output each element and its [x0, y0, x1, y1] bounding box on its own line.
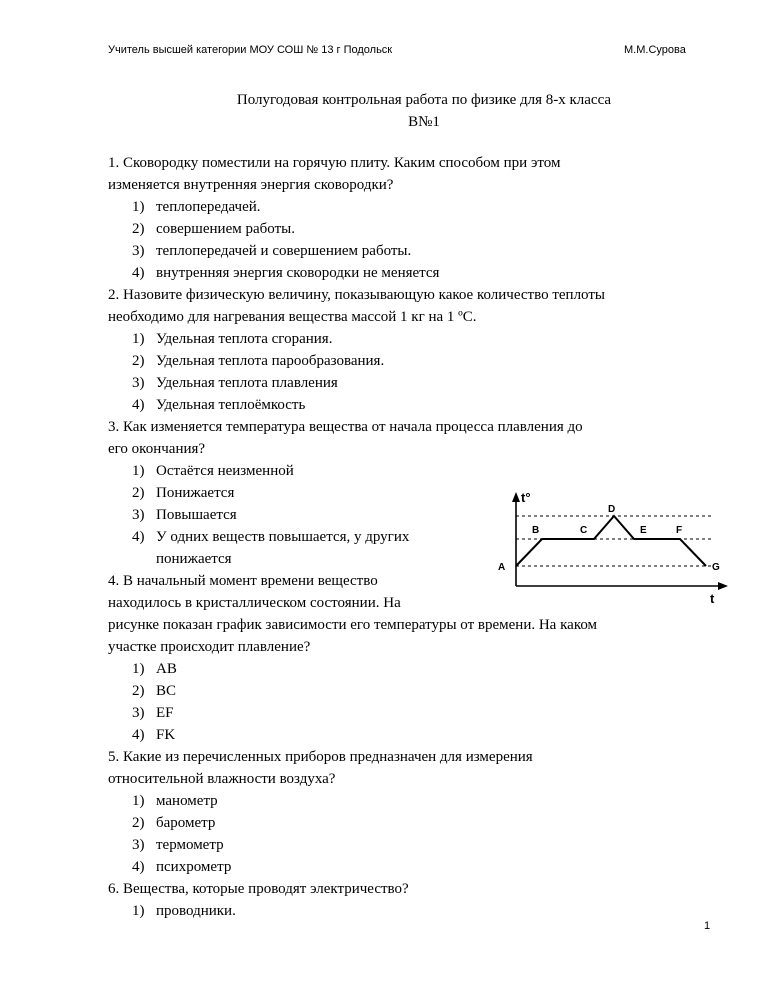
answer-option [108, 262, 708, 284]
question-text: 1. Сковородку поместили на горячую плиту. Каким способом при этом [108, 155, 561, 171]
option-text: теплопередачей. [156, 199, 261, 215]
question-text: 4. В начальный момент времени вещество [108, 573, 378, 589]
question-2 [108, 284, 708, 416]
option-number: 4) [132, 265, 145, 281]
header-left: Учитель высшей категории МОУ СОШ № 13 г Подольск [108, 44, 393, 56]
answer-option [108, 702, 708, 724]
option-number: 2) [132, 221, 145, 237]
option-number: 1) [132, 199, 145, 215]
question-6 [108, 878, 708, 922]
option-number: 3) [132, 507, 145, 523]
option-text: EF [156, 705, 174, 721]
answer-option [108, 834, 708, 856]
question-text: 5. Какие из перечисленных приборов предназначен для измерения [108, 749, 533, 765]
point-label-b: B [532, 525, 540, 536]
y-axis-label: t° [521, 490, 531, 505]
answer-option [108, 724, 708, 746]
question-text: 6. Вещества, которые проводят электричество? [108, 881, 409, 897]
point-label-a: A [498, 562, 506, 573]
option-text: психрометр [156, 859, 232, 875]
answer-option [108, 680, 708, 702]
question-text: его окончания? [108, 441, 206, 457]
question-text: находилось в кристаллическом состоянии. На [108, 595, 401, 611]
option-number: 2) [132, 683, 145, 699]
header-right: М.М.Сурова [624, 44, 686, 56]
option-text: Понижается [156, 485, 235, 501]
question-text: необходимо для нагревания вещества массой 1 кг на 1 ºС. [108, 309, 477, 325]
option-text: теплопередачей и совершением работы. [156, 243, 412, 259]
answer-option [108, 856, 708, 878]
answer-option [108, 328, 708, 350]
option-number: 1) [132, 463, 145, 479]
page-number: 1 [704, 920, 711, 932]
question-text: участке происходит плавление? [108, 639, 311, 655]
question-text: 3. Как изменяется температура вещества от начала процесса плавления до [108, 419, 583, 435]
question-text: рисунке показан график зависимости его температуры от времени. На каком [108, 617, 598, 633]
variant-label: В№1 [408, 114, 440, 130]
question-1 [108, 152, 708, 284]
y-axis-arrow [512, 492, 520, 502]
x-axis-label: t [710, 591, 715, 606]
page-title: Полугодовая контрольная работа по физике для 8-х класса [236, 92, 612, 108]
answer-option [108, 372, 708, 394]
option-number: 3) [132, 375, 145, 391]
option-text: термометр [156, 837, 224, 853]
answer-option [108, 196, 708, 218]
answer-option [108, 658, 708, 680]
x-axis-arrow [718, 582, 728, 590]
option-number: 3) [132, 837, 145, 853]
question-5 [108, 746, 708, 878]
option-text: Остаётся неизменной [156, 463, 294, 479]
option-text: Удельная теплота плавления [156, 375, 338, 391]
answer-option [108, 394, 708, 416]
option-text-continuation: понижается [156, 551, 232, 567]
option-number: 2) [132, 485, 145, 501]
option-number: 3) [132, 705, 145, 721]
answer-option [108, 240, 708, 262]
option-number: 4) [132, 859, 145, 875]
point-label-c: C [580, 525, 588, 536]
question-text: изменяется внутренняя энергия сковородки? [108, 177, 394, 193]
option-text: проводники. [156, 903, 236, 919]
option-text: внутренняя энергия сковородки не меняется [156, 265, 440, 281]
option-text: Удельная теплота сгорания. [156, 331, 333, 347]
option-number: 4) [132, 727, 145, 743]
point-label-g: G [712, 562, 720, 573]
option-text: барометр [156, 815, 216, 831]
option-number: 1) [132, 661, 145, 677]
answer-option [108, 812, 708, 834]
option-number: 1) [132, 331, 145, 347]
answer-option [108, 900, 708, 922]
option-number: 2) [132, 353, 145, 369]
option-number: 4) [132, 529, 145, 545]
answer-option [108, 460, 708, 482]
option-number: 1) [132, 793, 145, 809]
option-text: Удельная теплота парообразования. [156, 353, 385, 369]
point-label-d: D [608, 504, 616, 515]
answer-option [108, 350, 708, 372]
option-text: BC [156, 683, 177, 699]
answer-option [108, 218, 708, 240]
option-text: Удельная теплоёмкость [156, 397, 306, 413]
option-text: AB [156, 661, 177, 677]
temperature-time-graph [494, 490, 734, 606]
point-label-e: E [640, 525, 647, 536]
question-text: 2. Назовите физическую величину, показывающую какое количество теплоты [108, 287, 605, 303]
option-text: манометр [156, 793, 218, 809]
question-text: относительной влажности воздуха? [108, 771, 336, 787]
option-number: 3) [132, 243, 145, 259]
point-label-f: F [676, 525, 683, 536]
option-text: У одних веществ повышается, у других [156, 529, 410, 545]
option-text: совершением работы. [156, 221, 295, 237]
option-number: 2) [132, 815, 145, 831]
option-number: 1) [132, 903, 145, 919]
option-text: Повышается [156, 507, 237, 523]
answer-option [108, 790, 708, 812]
temperature-curve [516, 516, 706, 566]
option-text: FK [156, 727, 176, 743]
option-number: 4) [132, 397, 145, 413]
